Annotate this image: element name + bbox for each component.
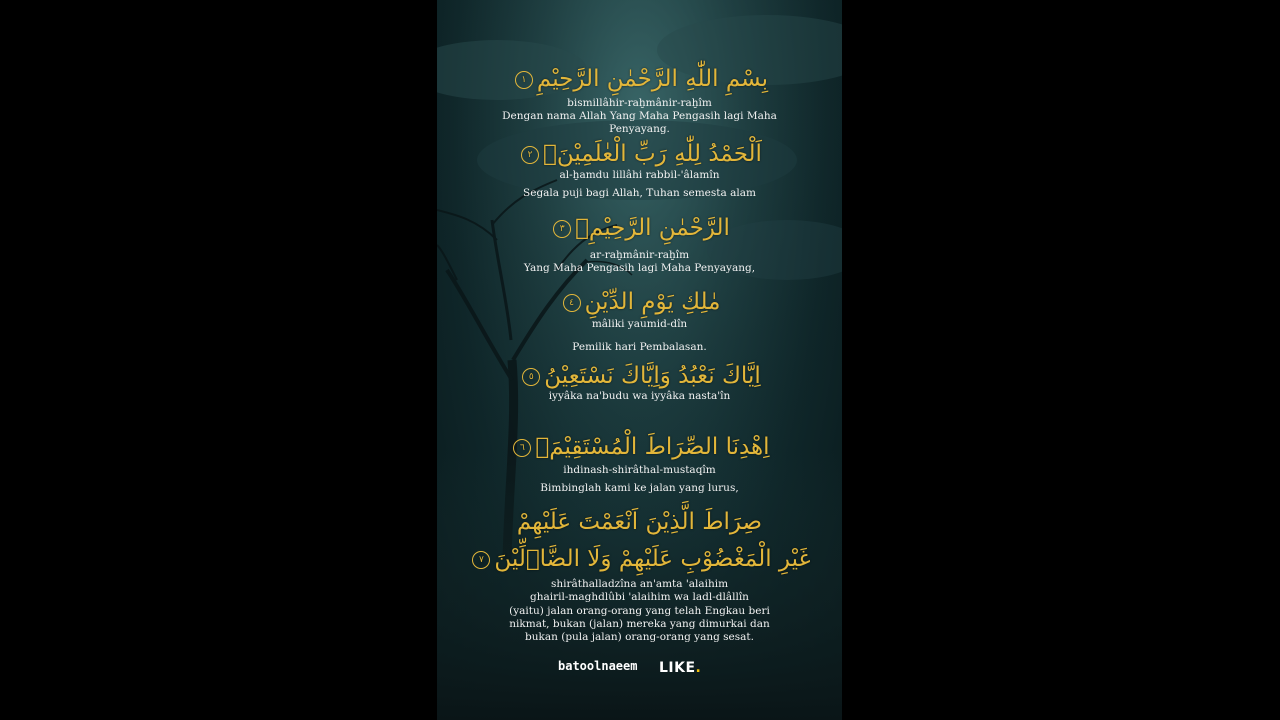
verse-number-marker: ٥ [522, 368, 540, 386]
verse-6-arabic: اِهْدِنَا الصِّرَاطَ الْمُسْتَقِيْمَۙ٦ [437, 432, 842, 462]
verse-number-marker: ٦ [513, 439, 531, 457]
verse-7-transliteration-line-1: shirâthalladzîna an'amta 'alaihim [550, 578, 729, 590]
verse-4-transliteration: mâliki yaumid-dîn [591, 318, 688, 330]
verse-1-translation: Dengan nama Allah Yang Maha Pengasih lagi Maha Penyayang. [502, 110, 777, 135]
video-frame [437, 0, 842, 720]
verse-3-translation: Yang Maha Pengasih lagi Maha Penyayang, [523, 262, 756, 274]
verse-number-marker: ٣ [553, 220, 571, 238]
verse-number-marker: ٧ [472, 551, 490, 569]
verse-7-translation: (yaitu) jalan orang-orang yang telah Engkau beri nikmat, bukan (jalan) mereka yang dimurkai dan bukan (pula jalan) orang-orang yang sesat. [509, 605, 770, 643]
brand-watermark: LIKE. [659, 660, 702, 676]
verse-5-arabic: اِيَّاكَ نَعْبُدُ وَاِيَّاكَ نَسْتَعِيْنُ٥ [437, 361, 842, 391]
verse-1-transliteration: bismillâhir-raḫmânir-raḫîm [567, 97, 712, 109]
verse-number-marker: ٢ [521, 146, 539, 164]
verse-2-transliteration: al-ḫamdu lillâhi rabbil-'âlamîn [559, 169, 720, 181]
verse-3-transliteration: ar-raḫmânir-raḫîm [589, 249, 690, 261]
surah-content [437, 0, 842, 720]
verse-5-transliteration: iyyâka na'budu wa iyyâka nasta'în [548, 390, 731, 402]
verse-number-marker: ١ [515, 71, 533, 89]
verse-2-translation: Segala puji bagi Allah, Tuhan semesta alam [523, 187, 756, 199]
verse-1-arabic: بِسْمِ اللّٰهِ الرَّحْمٰنِ الرَّحِيْمِ١ [437, 64, 842, 94]
verse-7-arabic-line-1: صِرَاطَ الَّذِيْنَ اَنْعَمْتَ عَلَيْهِمْ [516, 509, 763, 535]
verse-3-arabic: الرَّحْمٰنِ الرَّحِيْمِۙ٣ [437, 213, 842, 243]
verse-number-marker: ٤ [563, 294, 581, 312]
verse-2-arabic: اَلْحَمْدُ لِلّٰهِ رَبِّ الْعٰلَمِيْنَۙ٢ [437, 139, 842, 169]
verse-6-translation: Bimbinglah kami ke jalan yang lurus, [540, 482, 739, 494]
verse-4-arabic: مٰلِكِ يَوْمِ الدِّيْنِ٤ [437, 287, 842, 317]
verse-7-transliteration-line-2: ghairil-maghdlûbi 'alaihim wa ladl-dlâllîn [530, 591, 749, 603]
verse-4-translation: Pemilik hari Pembalasan. [572, 341, 707, 353]
creator-credit: batoolnaeem [558, 659, 638, 673]
verse-6-transliteration: ihdinash-shirâthal-mustaqîm [563, 464, 716, 476]
verse-7-arabic-line-2: غَيْرِ الْمَغْضُوْبِ عَلَيْهِمْ وَلَا الضَّاۤلِّيْنَ٧ [437, 544, 842, 574]
